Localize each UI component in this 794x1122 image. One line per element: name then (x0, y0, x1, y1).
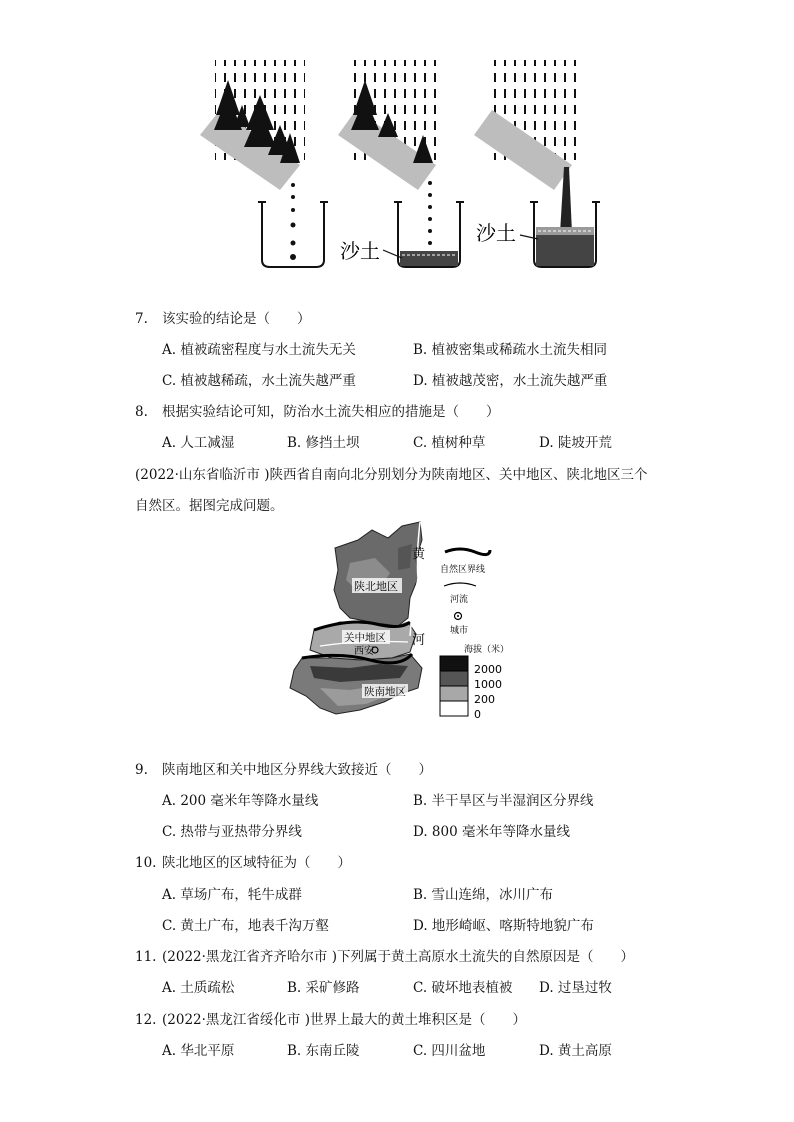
q11-option-a[interactable]: A. 土质疏松 (162, 980, 235, 996)
experiment-figure (180, 55, 600, 275)
q12-option-d[interactable]: D. 黄土高原 (539, 1043, 612, 1059)
q10-option-b[interactable]: B. 雪山连绵，冰川广布 (413, 887, 554, 903)
question-12-stem: (2022·黑龙江省绥化市 )世界上最大的黄土堆积区是（ ） (162, 1012, 526, 1028)
q12-option-b[interactable]: B. 东南丘陵 (287, 1043, 360, 1059)
q8-option-a[interactable]: A. 人工减湿 (162, 435, 235, 451)
q10-option-a[interactable]: A. 草场广布，牦牛成群 (162, 887, 302, 903)
question-7-stem: 该实验的结论是（ ） (162, 311, 311, 327)
legend-elevation-title: 海拔（米） (464, 645, 510, 655)
q10-option-c[interactable]: C. 黄土广布，地表千沟万壑 (162, 918, 329, 934)
label-river-char-1: 黄 (412, 547, 426, 562)
boundary-legend-icon (445, 549, 490, 555)
q9-option-b[interactable]: B. 半干旱区与半湿润区分界线 (413, 793, 594, 809)
q11-option-c[interactable]: C. 破坏地表植被 (413, 980, 513, 996)
question-7-number: 7. (135, 311, 148, 327)
legend-city: 城市 (450, 626, 469, 636)
q7-option-b[interactable]: B. 植被密集或稀疏水土流失相同 (413, 342, 608, 358)
q10-option-d[interactable]: D. 地形崎岖、喀斯特地貌广布 (413, 918, 594, 934)
q8-option-b[interactable]: B. 修挡土坝 (287, 435, 360, 451)
q9-option-a[interactable]: A. 200 毫米年等降水量线 (162, 793, 319, 809)
question-11-stem: (2022·黑龙江省齐齐哈尔市 )下列属于黄土高原水土流失的自然原因是（ ） (162, 949, 634, 965)
q8-option-c[interactable]: C. 植树种草 (413, 435, 486, 451)
label-north-region: 陕北地区 (354, 580, 398, 593)
label-central-region: 关中地区 (344, 632, 386, 644)
q9-option-d[interactable]: D. 800 毫米年等降水量线 (413, 824, 570, 840)
question-9-stem: 陕南地区和关中地区分界线大致接近（ ） (162, 762, 432, 778)
elevation-swatch-2000 (440, 656, 468, 671)
elevation-swatch-1000 (440, 671, 468, 686)
question-10-stem: 陕北地区的区域特征为（ ） (162, 855, 351, 871)
q12-option-a[interactable]: A. 华北平原 (162, 1043, 235, 1059)
legend-level-200: 200 (474, 693, 495, 706)
elevation-swatch-200 (440, 686, 468, 701)
sand-label-right: 沙土 (476, 221, 516, 245)
panel-dense-vegetation (200, 60, 328, 267)
intro-line-2: 自然区。据图完成问题。 (135, 498, 284, 514)
panel-no-vegetation (474, 60, 600, 267)
q7-option-c[interactable]: C. 植被越稀疏，水土流失越严重 (162, 373, 356, 389)
question-11-number: 11. (135, 949, 157, 965)
label-south-region: 陕南地区 (364, 686, 406, 698)
q8-option-d[interactable]: D. 陡坡开荒 (539, 435, 612, 451)
question-10-number: 10. (135, 855, 157, 871)
label-city: 西安 (354, 646, 374, 657)
label-river-char-2: 河 (412, 633, 426, 648)
question-12-number: 12. (135, 1012, 157, 1028)
legend-level-1000: 1000 (474, 678, 502, 691)
legend-level-2000: 2000 (474, 663, 502, 676)
q11-option-b[interactable]: B. 采矿修路 (287, 980, 360, 996)
q7-option-a[interactable]: A. 植被疏密程度与水土流失无关 (162, 342, 356, 358)
legend-boundary: 自然区界线 (440, 565, 486, 575)
map-legend (440, 549, 509, 721)
legend-level-0: 0 (474, 708, 481, 721)
panel-sparse-vegetation (338, 60, 464, 267)
q9-option-c[interactable]: C. 热带与亚热带分界线 (162, 824, 302, 840)
q11-option-d[interactable]: D. 过垦过牧 (539, 980, 612, 996)
question-8-stem: 根据实验结论可知，防治水土流失相应的措施是（ ） (162, 404, 500, 420)
shaanxi-map (280, 518, 525, 728)
legend-river: 河流 (450, 595, 469, 605)
q12-option-c[interactable]: C. 四川盆地 (413, 1043, 486, 1059)
intro-line-1: (2022·山东省临沂市 )陕西省自南向北分别划分为陕南地区、关中地区、陕北地区三个 (135, 467, 648, 483)
elevation-swatch-0 (440, 701, 468, 716)
question-9-number: 9. (135, 762, 148, 778)
q7-option-d[interactable]: D. 植被越茂密，水土流失越严重 (413, 373, 608, 389)
river-legend-icon (444, 583, 476, 586)
sand-label-middle: 沙土 (340, 239, 380, 263)
question-8-number: 8. (135, 404, 148, 420)
